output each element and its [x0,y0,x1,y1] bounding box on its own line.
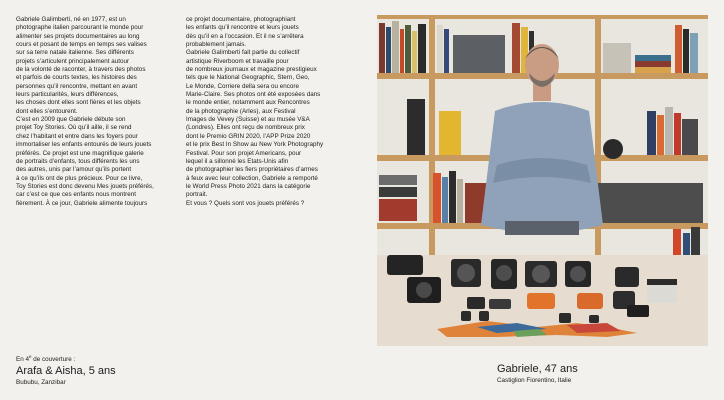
col1-line: à ce qu’ils ont de plus précieux. Pour ce livre, [16,174,143,182]
col1-line: Gabriele Galimberti, né en 1977, est un [16,16,126,23]
biography-column-right [186,16,358,208]
col1-line: les choses dont elles sont fières et les objets [16,99,141,107]
col2-line: artistique Riverboom et travaille pour [186,57,289,65]
col2-line: portrait. [186,191,208,199]
col1-line: chez l’habitant et entre dans les foyers pour [16,132,138,140]
col1-line: de portraits d’enfants, tous différents les uns [16,157,140,165]
col2-line: probablement jamais. [186,41,247,49]
col1-line: de la volonté de raconter, à travers des photos [16,66,146,74]
photo-caption [497,363,578,385]
col2-line: le monde entier, notamment aux Rencontres [186,99,310,107]
col2-line: de nombreux journaux et magazine prestigieux [186,66,317,74]
photo-caption-name: Gabriele, 47 ans [497,363,578,375]
col1-line: préférés. Ce projet est une magnifique galerie [16,149,144,157]
col1-line: des autres, unis par l’amour qu’ils portent [16,166,132,174]
col2-line: et le prix Best In Show au New York Photography [186,141,324,149]
col2-line: ce projet documentaire, photographiant [186,16,296,23]
col2-line: les enfants qu’il rencontre et leurs jouets [186,24,299,32]
back-cover-note: En 4e de couverture : [16,354,76,364]
col2-line: de la photographie (Arles), aux Festival [186,107,296,115]
col1-line: photographe italien parcourant le monde pour [16,24,144,32]
col2-line: Festival. Pour son projet Americans, pour [186,149,302,157]
col1-line: Toy Stories est donc devenu Mes jouets préférés, [16,182,154,190]
col2-line: tels que le National Geographic, Stern, Geo, [186,74,310,82]
col1-line: leurs particularités, leurs différences, [16,91,119,99]
col2-line: (Londres). Elles ont reçu de nombreux prix [186,124,305,132]
col2-line: à feux avec leur collection, Gabriele a remporté [186,174,318,182]
col1-line: fièrement. À ce jour, Gabriele alimente toujours [16,199,148,207]
col1-line: projet Toy Stories. Où qu’il aille, il se rend [16,124,132,132]
back-cover-location: Bububu, Zanzibar [16,379,66,387]
col2-line: Le Monde, Corriere della sera ou encore [186,82,299,90]
col1-line: alimenter ses projets documentaires au long [16,32,140,40]
back-cover-child-name: Arafa & Aisha, 5 ans [16,365,116,378]
col2-line: dont le Premio GRIN 2020, l’APP Prize 2020 [186,132,311,140]
photo-caption-location: Castiglion Fiorentino, Italie [497,377,572,384]
col1-line: projets s’articulent principalement autour [16,57,130,65]
back-cover-caption [16,353,116,387]
col2-line: Marie-Claire. Ses photos ont été exposées dans [186,91,321,99]
col1-line: dont elles s’entourent. [16,107,78,115]
col1-line: personnes qu’il rencontre, mettant en avant [16,82,138,90]
col1-line: C’est en 2009 que Gabriele débute son [16,116,126,124]
col2-line: Et vous ? Quels sont vos jouets préférés ? [186,199,305,207]
col2-line: Images de Vevey (Suisse) et au musée V&A [186,116,310,124]
col2-line: dès qu’il en a l’occasion. Et il ne s’arrêtera [186,32,304,40]
col1-line: car c’est ce que ces enfants nous montrent [16,191,137,199]
col1-line: immortaliser les enfants entourés de leurs jouets [16,141,152,149]
col1-line: cours et posant de temps en temps ses valises [16,41,147,49]
col2-line: lequel il a sillonné les Etats-Unis afin [186,157,289,165]
biography-column-left [16,16,179,208]
col2-line: le World Press Photo 2021 dans la catégorie [186,182,311,190]
portrait-photo [377,15,708,346]
col2-line: de photographier les fiers propriétaires d’armes [186,166,318,174]
col1-line: et parfois de courts textes, les histoires des [16,74,137,82]
col1-line: sur sa terre natale italienne. Ses différents [16,49,134,57]
col2-line: Gabriele Galimberti fait partie du collectif [186,49,300,57]
